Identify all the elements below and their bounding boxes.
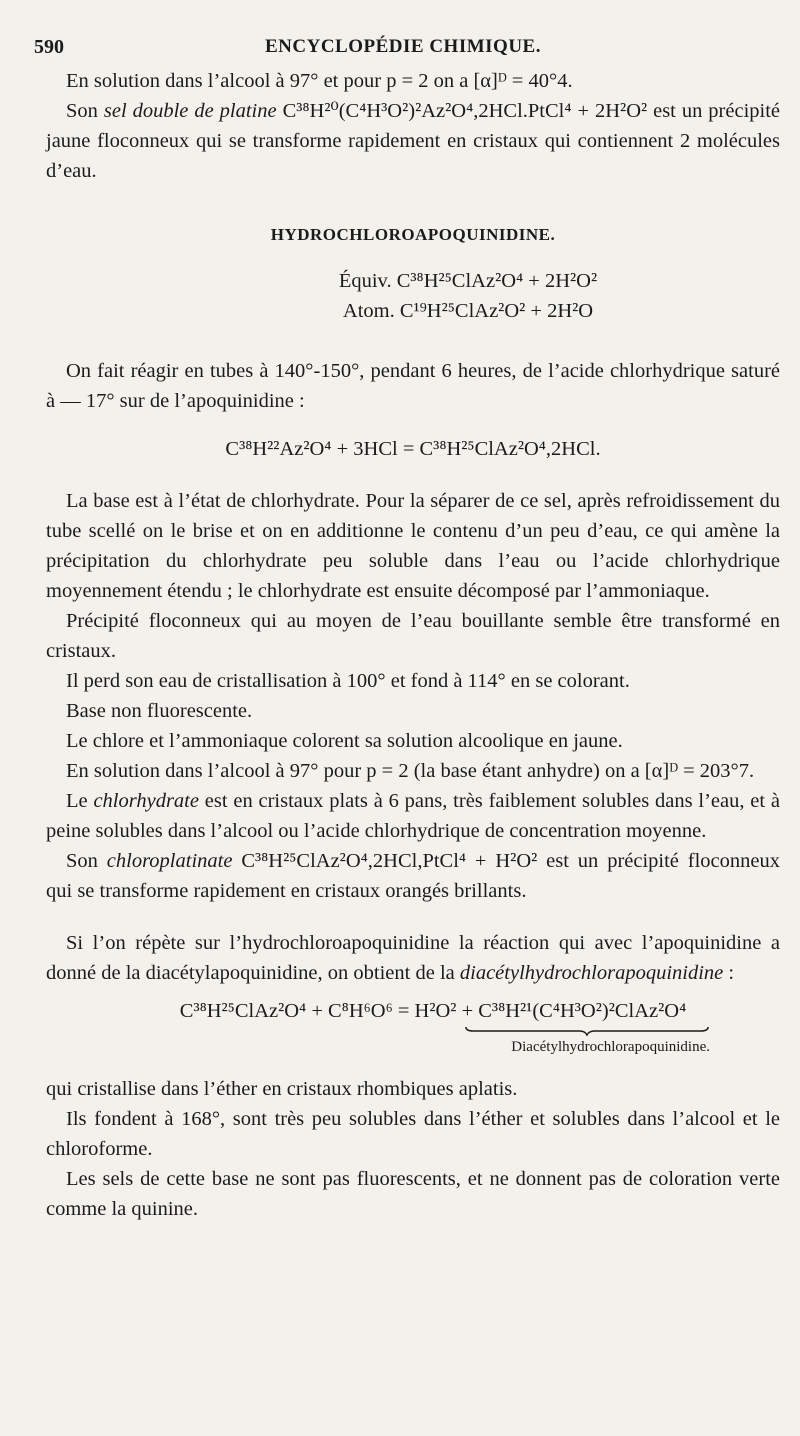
formula-equivalent: Équiv. C³⁸H²⁵ClAz²O⁴ + 2H²O² [338, 270, 598, 292]
italic-term: sel double de platine [103, 100, 277, 122]
paragraph-rotation: En solution dans l’alcool à 97° pour p = 2 (la base étant anhydre) on a [α]ᴰ = 203°7. [66, 760, 755, 782]
paragraph-salts: Les sels de cette base ne sont pas fluorescents, et ne donnent pas de coloration verte comme la quinine. [46, 1168, 780, 1220]
text-run: Le [66, 790, 94, 812]
formula-atomic: Atom. C¹⁹H²⁵ClAz²O² + 2H²O [342, 300, 594, 322]
paragraph-crystallisation: qui cristallise dans l’éther en cristaux rhombiques aplatis. [46, 1078, 518, 1100]
paragraph-separation: La base est à l’état de chlorhydrate. Pour la séparer de ce sel, après refroidissement du tube scellé on le brise et on en additionne le contenu d’un peu d’eau, ce qui amène la précipitation du chlorhydrate peu soluble dans l’eau ou l’acide chlorhydrique moyennement étendu ; le chlorhydrate est ensuite décomposé par l’ammoniaque. [46, 490, 780, 602]
equation-hcl-addition: C³⁸H²²Az²O⁴ + 3HCl = C³⁸H²⁵ClAz²O⁴,2HCl. [225, 438, 601, 460]
paragraph-diacetyl [46, 928, 780, 988]
paragraph-platinum-salt [46, 96, 780, 186]
text-run: Son [66, 100, 104, 122]
italic-term: chloroplatinate [106, 850, 233, 872]
text-run: est en cristaux plats à 6 pans, très faiblement solubles dans l’eau, et à peine solubles dans l’alcool ou l’acide chlorhydrique de concentration moyenne. [46, 790, 780, 842]
paragraph-chlorhydrate [46, 786, 780, 846]
paragraph-rotation-apoquinidine: En solution dans l’alcool à 97° et pour p = 2 on a [α]ᴰ = 40°4. [66, 70, 573, 92]
underbrace-icon [464, 1026, 710, 1036]
italic-term: chlorhydrate [93, 790, 199, 812]
paragraph-precipitate: Précipité floconneux qui au moyen de l’eau bouillante semble être transformé en cristaux. [46, 610, 780, 662]
paragraph-coloration: Le chlore et l’ammoniaque colorent sa solution alcoolique en jaune. [66, 730, 623, 752]
text-run: Son [66, 850, 107, 872]
paragraph-fluorescence: Base non fluorescente. [66, 700, 253, 722]
text-run: Si l’on répète sur l’hydrochloroapoquinidine la réaction qui avec l’apoquinidine a donné de la diacétylapoquinidine, on obtient de la [46, 932, 780, 984]
paragraph-reaction: On fait réagir en tubes à 140°-150°, pendant 6 heures, de l’acide chlorhydrique saturé à — 17° sur de l’apoquinidine : [46, 360, 780, 412]
paragraph-chloroplatinate [46, 846, 780, 906]
paragraph-melting: Il perd son eau de cristallisation à 100° et fond à 114° en se colorant. [66, 670, 630, 692]
equation-acetylation: C³⁸H²⁵ClAz²O⁴ + C⁸H⁶O⁶ = H²O² + C³⁸H²¹(C⁴H³O²)²ClAz²O⁴ [179, 1000, 687, 1022]
page-header [34, 36, 772, 64]
underbrace [464, 1026, 710, 1036]
section-title: HYDROCHLOROAPOQUINIDINE. [270, 225, 556, 244]
italic-term: diacétylhydrochlorapoquinidine [459, 962, 724, 984]
running-title: ENCYCLOPÉDIE CHIMIQUE. [265, 36, 541, 57]
text-run: C³⁸H²⁵ClAz²O⁴,2HCl,PtCl⁴ + H²O² est un précipité floconneux qui se transforme rapidement en cristaux orangés brillants. [46, 850, 781, 902]
page-number: 590 [34, 36, 64, 58]
paragraph-solubility: Ils fondent à 168°, sont très peu solubles dans l’éther et solubles dans l’alcool et le chloroforme. [46, 1108, 780, 1160]
underbrace-label: Diacétylhydrochlorapoquinidine. [511, 1039, 710, 1055]
text-run: : [723, 962, 735, 984]
text-run: C³⁸H²⁰(C⁴H³O²)²Az²O⁴,2HCl.PtCl⁴ + 2H²O² est un précipité jaune floconneux qui se transforme rapidement en cristaux qui contiennent 2 molécules d’eau. [46, 100, 781, 182]
page-body [46, 66, 780, 1224]
